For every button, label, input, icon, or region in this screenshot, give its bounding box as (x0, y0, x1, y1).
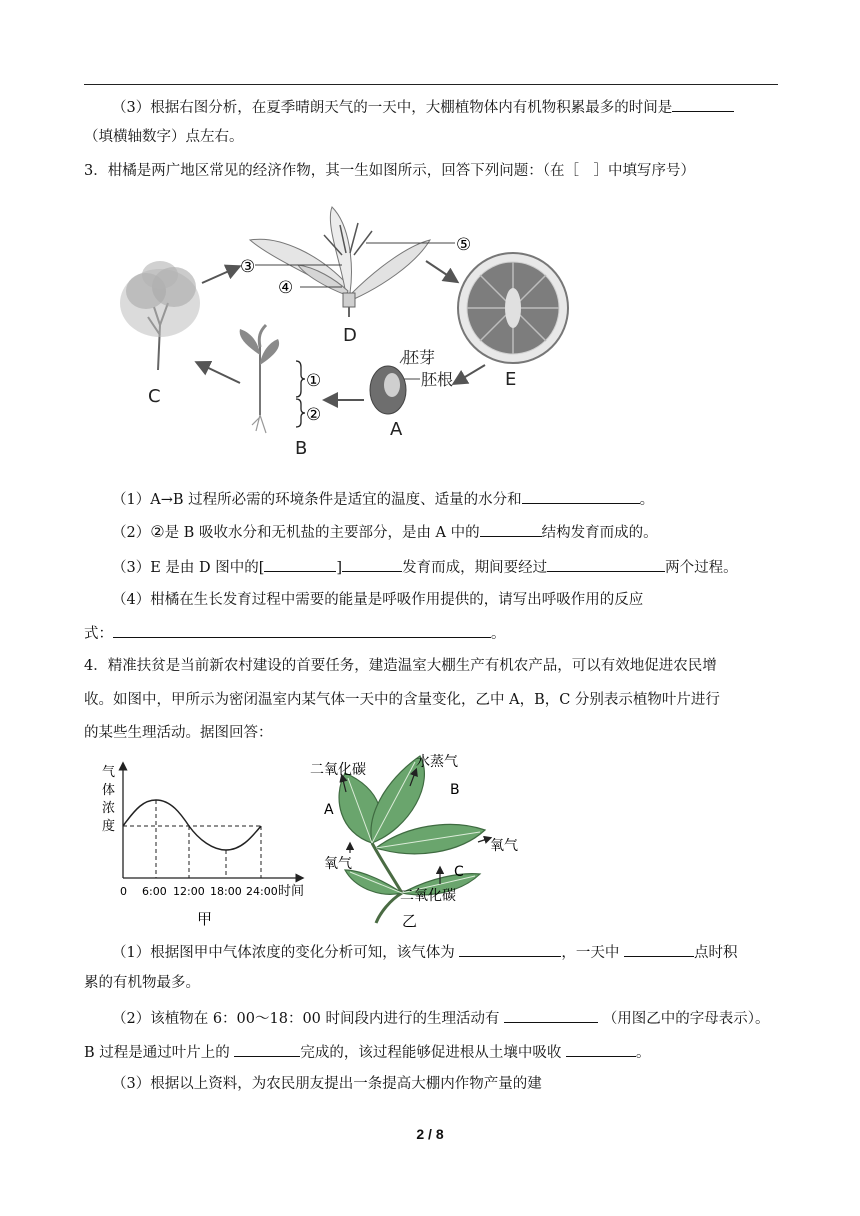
label-co2-top: 二氧化碳 (310, 762, 366, 778)
answer-blank[interactable] (342, 556, 402, 572)
label-b: B (450, 782, 460, 798)
label-water: 水蒸气 (416, 754, 458, 770)
concentration-curve (123, 800, 261, 850)
arrow-b-to-c (198, 363, 240, 383)
q2-part3-line1: （3）根据右图分析，在夏季晴朗天气的一天中，大棚植物体内有机物积累最多的时间是 (112, 96, 734, 118)
label-b: B (295, 438, 308, 459)
brace-1 (296, 361, 305, 397)
q4-stem-line3: 的某些生理活动。据图回答： (84, 725, 273, 741)
flower-d-drawing (250, 207, 430, 317)
answer-blank[interactable] (547, 556, 665, 572)
q3-stem: 3．柑橘是两广地区常见的经济作物，其一生如图所示，回答下列问题：（在［ ］中填写序号） (84, 163, 695, 179)
xlabel: 时间 (278, 884, 305, 899)
q4-part3: （3）根据以上资料，为农民朋友提出一条提高大棚内作物产量的建 (112, 1076, 542, 1092)
answer-blank[interactable] (459, 941, 561, 957)
mark-4: ④ (278, 278, 294, 298)
arrow-o2-right (478, 838, 490, 842)
answer-blank[interactable] (566, 1041, 636, 1057)
label-o2-left: 氧气 (324, 856, 352, 872)
xtick: 24:00 (246, 885, 278, 898)
mark-3: ③ (240, 257, 256, 277)
label-c: C (454, 864, 464, 880)
q4-stem-line2: 收。如图中，甲所示为密闭温室内某气体一天中的含量变化，乙中 A，B，C 分别表示植物叶片进行 (84, 692, 720, 708)
citrus-lifecycle-figure (110, 195, 590, 465)
label-a: A (324, 802, 334, 818)
chart-caption: 甲 (197, 910, 213, 928)
ylabel-char: 气 (102, 765, 116, 780)
page-number: 2 / 8 (416, 1126, 444, 1142)
seed-a-drawing (370, 366, 406, 414)
answer-blank[interactable] (264, 556, 336, 572)
mark-2: ② (306, 405, 322, 425)
ylabel-char: 浓 (102, 801, 116, 816)
q4-part1-line2: 累的有机物最多。 (84, 975, 200, 991)
q4-part2-line2: B 过程是通过叶片上的 完成的，该过程能够促进根从土壤中吸收 。 (84, 1041, 650, 1063)
arrow-d-to-e (426, 261, 456, 281)
answer-blank[interactable] (522, 488, 640, 504)
q4-part1-line1: （1）根据图甲中气体浓度的变化分析可知，该气体为 ，一天中 点时积 (112, 941, 737, 963)
label-bud: 胚芽 (403, 348, 436, 367)
answer-blank[interactable] (480, 521, 542, 537)
leaf-activities-figure (310, 748, 540, 934)
q3-part4-line2: 式： 。 (84, 622, 506, 644)
xtick: 0 (120, 885, 127, 898)
label-o2-right: 氧气 (490, 838, 518, 854)
arrow-e-to-a (455, 365, 485, 383)
q4-stem-line1: 4．精准扶贫是当前新农村建设的首要任务，建造温室大棚生产有机农产品，可以有效地促进农民增 (84, 658, 717, 674)
label-root: 胚根 (421, 370, 454, 389)
q3-part2: （2）②是 B 吸收水分和无机盐的主要部分，是由 A 中的 结构发育而成的。 (112, 522, 658, 541)
seedling-b-drawing (240, 325, 279, 433)
leaf-caption: 乙 (402, 912, 418, 930)
answer-blank[interactable] (672, 96, 734, 112)
xtick: 6:00 (142, 885, 167, 898)
gas-concentration-chart (96, 758, 312, 930)
q3-part4-line1: （4）柑橘在生长发育过程中需要的能量是呼吸作用提供的，请写出呼吸作用的反应 (112, 592, 644, 608)
xtick: 12:00 (173, 885, 205, 898)
mark-1: ① (306, 371, 322, 391)
answer-blank[interactable] (113, 622, 491, 638)
label-co2-bottom: 二氧化碳 (400, 888, 456, 904)
q2-part3-line2: （填横轴数字）点左右。 (84, 129, 244, 145)
q4-part2-line1: （2）该植物在 6：00～18：00 时间段内进行的生理活动有 （用图乙中的字母表示）。 (112, 1007, 770, 1029)
mark-5: ⑤ (456, 235, 472, 255)
fruit-e-drawing (458, 253, 568, 363)
ylabel-char: 度 (102, 819, 116, 834)
answer-blank[interactable] (624, 941, 694, 957)
label-c: C (148, 386, 161, 407)
q3-part3: （3）E 是由 D 图中的[ ] 发育而成，期间要经过 两个过程。 (112, 556, 738, 578)
q3-part1: （1）A→B 过程所必需的环境条件是适宜的温度、适量的水分和 。 (112, 488, 654, 510)
label-a: A (390, 419, 403, 440)
label-e: E (505, 369, 517, 390)
header-rule (84, 84, 778, 85)
brace-2 (296, 399, 305, 427)
arrow-c-to-d (202, 267, 238, 283)
label-d: D (343, 325, 357, 346)
answer-blank[interactable] (504, 1007, 598, 1023)
xtick: 18:00 (210, 885, 242, 898)
answer-blank[interactable] (234, 1041, 300, 1057)
tree-c-drawing (120, 261, 200, 370)
ylabel-char: 体 (102, 783, 116, 798)
